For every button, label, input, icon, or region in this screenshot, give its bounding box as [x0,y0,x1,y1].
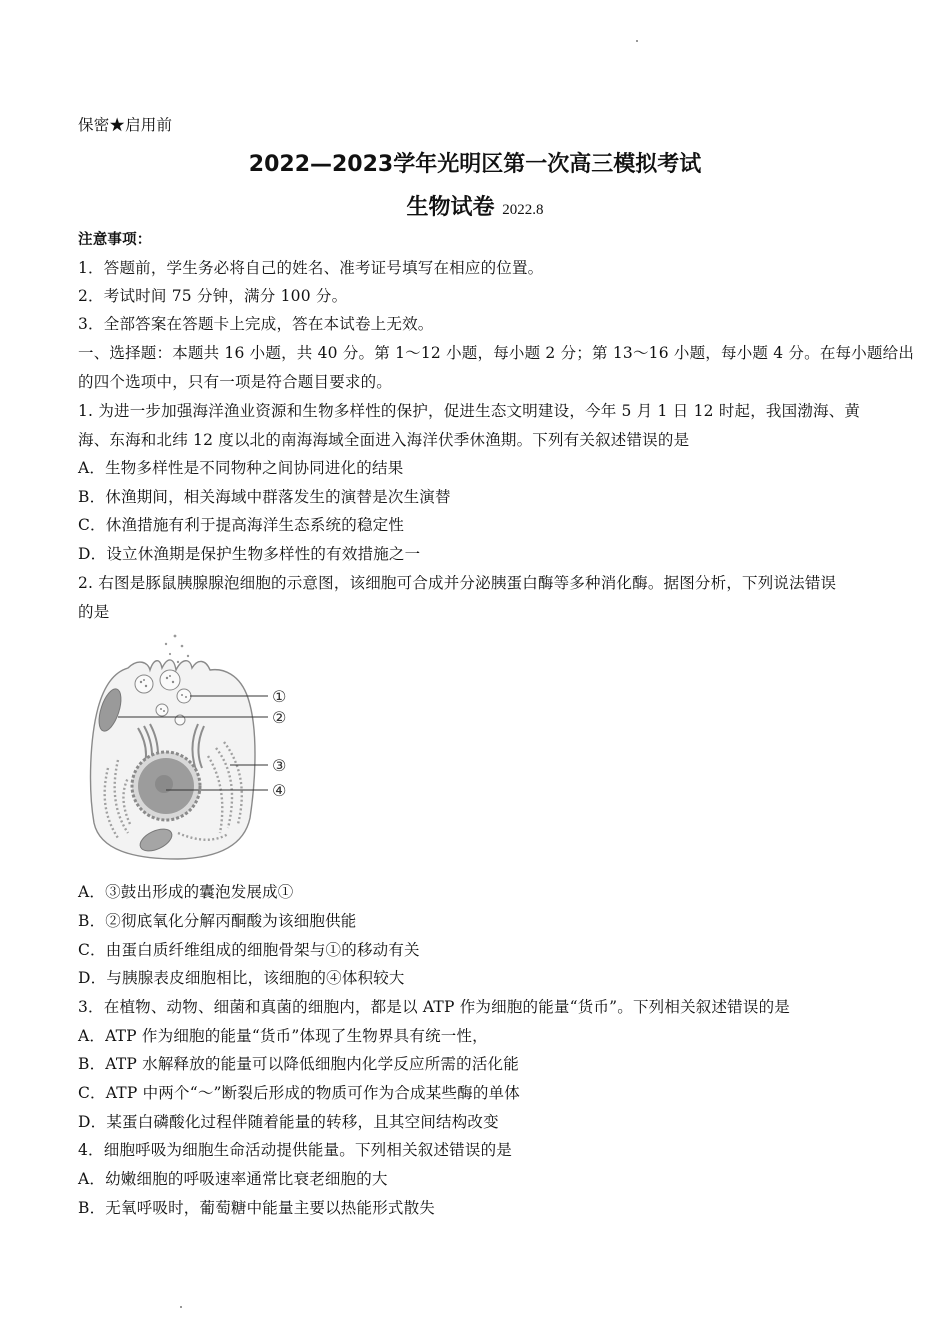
section-instructions: 一、选择题：本题共 16 小题，共 40 分。第 1～12 小题，每小题 2 分；第 13～16 小题，每小题 4 分。在每小题给出 [78,344,915,362]
figure-label-2: ② [272,708,287,727]
question-3-option-b: B．ATP 水解释放的能量可以降低细胞内化学反应所需的活化能 [78,1055,519,1073]
question-4-option-a: A．幼嫩细胞的呼吸速率通常比衰老细胞的大 [78,1170,388,1188]
exam-subtitle [0,194,950,224]
secreted-granules [165,635,189,664]
question-1-stem: 1. 为进一步加强海洋渔业资源和生物多样性的保护，促进生态文明建设，今年 5 月 1 日 12 时起，我国渤海、黄 [78,402,861,420]
question-3-option-d: D．某蛋白磷酸化过程伴随着能量的转移，且其空间结构改变 [78,1113,499,1131]
question-3-stem: 3．在植物、动物、细菌和真菌的细胞内，都是以 ATP 作为细胞的能量“货币”。下列相关叙述错误的是 [78,998,790,1016]
figure-label-1: ① [272,687,287,706]
pancreatic-acinar-cell-diagram [78,628,298,863]
scan-speck [636,40,638,42]
notice-item: 1．答题前，学生务必将自己的姓名、准考证号填写在相应的位置。 [78,259,544,277]
question-4-option-b: B．无氧呼吸时，葡萄糖中能量主要以热能形式散失 [78,1199,435,1217]
scan-speck [180,1306,182,1308]
question-2-option-b: B．②彻底氧化分解丙酮酸为该细胞供能 [78,912,357,930]
notice-item: 2．考试时间 75 分钟，满分 100 分。 [78,287,348,305]
question-3-option-a: A．ATP 作为细胞的能量“货币”体现了生物界具有统一性， [78,1027,488,1045]
question-1-stem: 海、东海和北纬 12 度以北的南海海域全面进入海洋伏季休渔期。下列有关叙述错误的是 [78,431,690,449]
figure-label-4: ④ [272,781,287,800]
section-instructions: 的四个选项中，只有一项是符合题目要求的。 [78,373,393,391]
question-1-option-c: C．休渔措施有利于提高海洋生态系统的稳定性 [78,516,405,534]
question-2-option-a: A．③鼓出形成的囊泡发展成① [78,883,294,901]
question-2-option-c: C．由蛋白质纤维组成的细胞骨架与①的移动有关 [78,941,420,959]
question-1-option-b: B．休渔期间，相关海域中群落发生的演替是次生演替 [78,488,451,506]
figure-label-3: ③ [272,756,287,775]
question-1-option-d: D．设立休渔期是保护生物多样性的有效措施之一 [78,545,421,563]
question-2-stem: 的是 [78,603,110,621]
question-4-stem: 4．细胞呼吸为细胞生命活动提供能量。下列相关叙述错误的是 [78,1141,512,1159]
notice-item: 3．全部答案在答题卡上完成，答在本试卷上无效。 [78,315,434,333]
exam-date: 2022.8 [502,202,544,218]
exam-title: 2022—2023学年光明区第一次高三模拟考试 [248,152,702,177]
notice-heading: 注意事项： [78,232,152,248]
subject-name: 生物试卷 [406,195,495,220]
confidential-mark: 保密★启用前 [78,116,173,134]
question-3-option-c: C．ATP 中两个“～”断裂后形成的物质可作为合成某些酶的单体 [78,1084,520,1102]
question-1-option-a: A．生物多样性是不同物种之间协同进化的结果 [78,459,404,477]
question-2-option-d: D．与胰腺表皮细胞相比，该细胞的④体积较大 [78,969,405,987]
question-2-stem: 2. 右图是豚鼠胰腺腺泡细胞的示意图，该细胞可合成并分泌胰蛋白酶等多种消化酶。据图分析，下列说法错误 [78,574,837,592]
